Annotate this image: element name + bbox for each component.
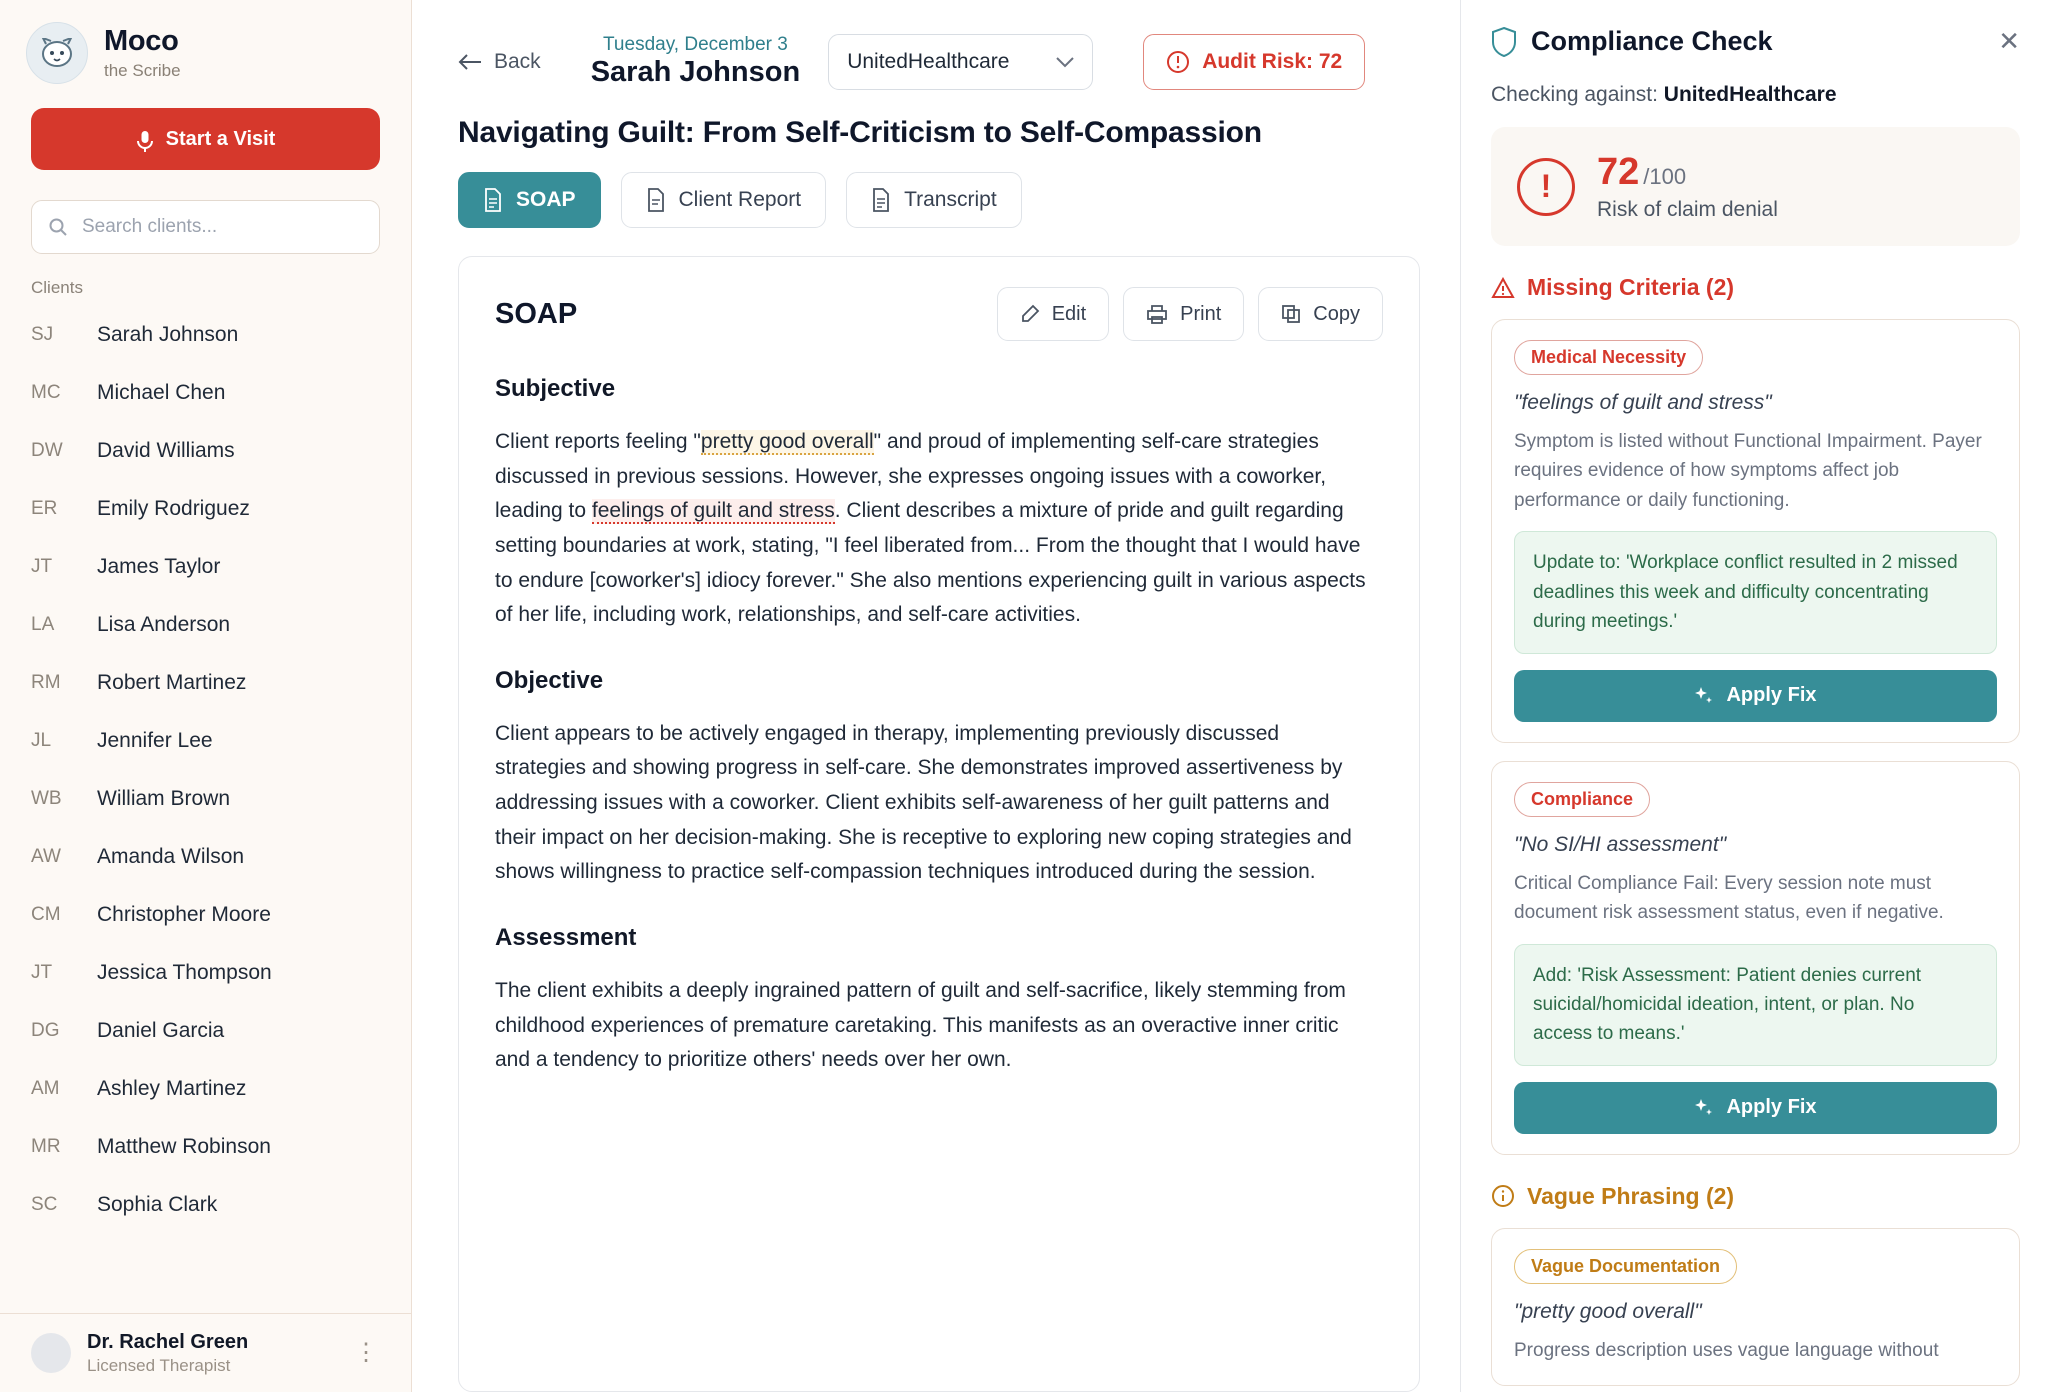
document-header	[412, 0, 1460, 90]
microphone-icon	[136, 130, 154, 148]
issue-description: Progress description uses vague language without	[1514, 1339, 1939, 1361]
session-date: Tuesday, December 3	[603, 34, 788, 56]
apply-fix-button[interactable]	[1514, 1082, 1997, 1134]
subjective-part-2: " and proud of implementing self-care strategies discussed in previous sessions. However, she expresses ongoing issues with a coworker, leading to	[495, 430, 1327, 523]
section-text-subjective	[495, 425, 1375, 633]
print-label: Print	[1180, 302, 1222, 325]
list-item[interactable]	[0, 1176, 411, 1234]
brand	[0, 0, 411, 94]
brand-name: Moco	[104, 24, 179, 57]
main-content	[412, 0, 1460, 1392]
user-role: Licensed Therapist	[87, 1355, 231, 1375]
edit-button[interactable]	[997, 287, 1109, 341]
list-item[interactable]	[0, 1002, 411, 1060]
client-name: James Taylor	[97, 555, 221, 578]
client-name: Amanda Wilson	[97, 845, 245, 868]
list-item[interactable]	[0, 944, 411, 1002]
session-heading	[591, 34, 801, 89]
client-name: Matthew Robinson	[97, 1135, 271, 1158]
list-item[interactable]	[0, 770, 411, 828]
issue-description: Symptom is listed without Functional Impairment. Payer requires evidence of how symptoms affect job performance or daily functioning.	[1514, 431, 1982, 511]
user-footer[interactable]	[0, 1313, 411, 1392]
checking-prefix: Checking against:	[1491, 83, 1664, 106]
shield-icon	[1491, 27, 1517, 57]
arrow-left-icon	[458, 53, 482, 71]
client-name: Jennifer Lee	[97, 729, 213, 752]
missing-criteria-highlight[interactable]: feelings of guilt and stress	[591, 499, 835, 523]
list-item[interactable]	[0, 712, 411, 770]
compliance-check-panel	[1460, 0, 2050, 1392]
user-name: Dr. Rachel Green	[87, 1330, 249, 1353]
client-initials: LA	[31, 614, 55, 635]
tab-client-report-label: Client Report	[678, 188, 802, 211]
client-name: Sarah Johnson	[97, 323, 239, 346]
section-text-objective: Client appears to be actively engaged in therapy, implementing previously discussed strategies and showing progress in self-care. She demonstrates improved assertiveness by addressing issues with a coworker. Client exhibits self-awareness of her guilt patterns and their impact on her decision-making. She is receptive to exploring new coping strategies and shows willingness to practice self-compassion techniques introduced during the session.	[495, 721, 1352, 884]
client-name: Michael Chen	[97, 381, 226, 404]
apply-fix-label: Apply Fix	[1726, 1096, 1817, 1119]
section-heading-assessment: Assessment	[495, 924, 637, 952]
client-initials: JT	[31, 962, 53, 983]
payer-select[interactable]	[828, 34, 1093, 90]
client-initials: MC	[31, 382, 61, 403]
client-name: Lisa Anderson	[97, 613, 231, 636]
group-vague-phrasing	[1491, 1183, 2020, 1210]
search-icon	[48, 217, 68, 237]
client-name: David Williams	[97, 439, 235, 462]
group-missing-criteria-label: Missing Criteria (2)	[1527, 274, 1735, 300]
list-item[interactable]	[0, 654, 411, 712]
status-badge: Compliance	[1514, 782, 1650, 817]
close-icon[interactable]: ✕	[1998, 26, 2020, 56]
print-button[interactable]	[1123, 287, 1244, 341]
note-title: Navigating Guilt: From Self-Criticism to Self-Compassion	[458, 116, 1262, 149]
client-initials: JL	[31, 730, 52, 751]
list-item[interactable]	[0, 1118, 411, 1176]
risk-score-label: Risk of claim denial	[1597, 198, 1778, 221]
search-box[interactable]	[31, 200, 380, 254]
soap-card-title: SOAP	[495, 297, 578, 330]
edit-label: Edit	[1051, 302, 1087, 325]
list-item[interactable]	[0, 886, 411, 944]
document-tabs	[412, 150, 1460, 228]
issue-quote: "feelings of guilt and stress"	[1514, 391, 1772, 414]
status-badge: Medical Necessity	[1514, 340, 1703, 375]
list-item[interactable]	[0, 306, 411, 364]
client-initials: DG	[31, 1020, 60, 1041]
client-initials: JT	[31, 556, 53, 577]
audit-risk-label: Audit Risk: 72	[1202, 50, 1343, 73]
suggested-fix: Add: 'Risk Assessment: Patient denies current suicidal/homicidal ideation, intent, or plan. No access to means.'	[1514, 944, 1997, 1066]
client-initials: ER	[31, 498, 58, 519]
sparkle-icon	[1694, 686, 1714, 706]
issue-card-medical-necessity	[1491, 319, 2020, 743]
client-name: Christopher Moore	[97, 903, 271, 926]
tab-transcript-label: Transcript	[904, 188, 997, 211]
client-name: Sophia Clark	[97, 1193, 218, 1216]
client-list	[0, 306, 411, 1313]
chevron-down-icon	[1056, 57, 1074, 68]
warning-triangle-icon	[1491, 277, 1515, 299]
issue-card-vague-documentation	[1491, 1228, 2020, 1386]
subjective-part-1: Client reports feeling "	[495, 430, 701, 453]
client-name: Emily Rodriguez	[97, 497, 250, 520]
search-input[interactable]	[80, 215, 363, 239]
client-name: Jessica Thompson	[97, 961, 272, 984]
risk-score-card	[1491, 127, 2020, 246]
client-name: William Brown	[97, 787, 231, 810]
issue-description: Critical Compliance Fail: Every session note must document risk assessment status, even if negative.	[1514, 872, 1944, 924]
back-button[interactable]	[452, 49, 547, 75]
group-missing-criteria	[1491, 274, 2020, 301]
page-title: Sarah Johnson	[590, 56, 801, 89]
client-initials: WB	[31, 788, 62, 809]
checking-payer: UnitedHealthcare	[1663, 83, 1837, 106]
clients-section-label: Clients	[31, 278, 83, 297]
list-item[interactable]	[0, 828, 411, 886]
copy-button[interactable]	[1258, 287, 1383, 341]
tab-soap-label: SOAP	[516, 188, 576, 211]
panel-title: Compliance Check	[1531, 26, 1773, 56]
soap-note-card	[458, 256, 1420, 1392]
list-item[interactable]	[0, 364, 411, 422]
client-initials: SC	[31, 1194, 58, 1215]
report-icon	[646, 188, 666, 212]
client-name: Ashley Martinez	[97, 1077, 247, 1100]
alert-circle-icon	[1166, 50, 1190, 74]
document-icon	[483, 188, 503, 212]
kebab-menu-icon[interactable]: ⋮	[354, 1339, 380, 1367]
tab-transcript[interactable]	[846, 172, 1022, 228]
printer-icon	[1146, 304, 1168, 324]
subjective-part-3: . Client describes a mixture of pride and guilt regarding setting boundaries at work, stating, "I feel liberated from... From the thought that I would have to endure [coworker's] idiocy forever." She also mentions experiencing guilt in various aspects of her life, including work, relationships, and self-care activities.	[495, 499, 1366, 627]
brand-tagline: the Scribe	[104, 60, 181, 80]
client-initials: CM	[31, 904, 61, 925]
client-initials: DW	[31, 440, 63, 461]
suggested-fix: Update to: 'Workplace conflict resulted in 2 missed deadlines this week and difficulty concentrating during meetings.'	[1514, 531, 1997, 653]
start-visit-button[interactable]	[31, 108, 380, 170]
issue-quote: "pretty good overall"	[1514, 1299, 1702, 1323]
list-item[interactable]	[0, 596, 411, 654]
tab-client-report[interactable]	[621, 172, 827, 228]
client-name: Robert Martinez	[97, 671, 247, 694]
list-item[interactable]	[0, 1060, 411, 1118]
checking-against	[1491, 83, 2020, 107]
copy-label: Copy	[1313, 302, 1360, 325]
client-initials: RM	[31, 672, 61, 693]
sidebar	[0, 0, 412, 1392]
tab-soap[interactable]	[458, 172, 601, 228]
client-initials: MR	[31, 1136, 61, 1157]
list-item[interactable]	[0, 480, 411, 538]
avatar	[31, 1333, 71, 1373]
client-initials: AM	[31, 1078, 60, 1099]
copy-icon	[1281, 304, 1301, 324]
risk-score-value: 72	[1597, 151, 1640, 193]
apply-fix-button[interactable]	[1514, 670, 1997, 722]
transcript-icon	[871, 188, 891, 212]
issue-quote: "No SI/HI assessment"	[1514, 832, 1727, 856]
client-initials: SJ	[31, 324, 54, 345]
section-heading-objective: Objective	[495, 666, 604, 694]
cat-avatar-icon	[26, 22, 88, 84]
sparkle-icon	[1694, 1098, 1714, 1118]
client-name: Daniel Garcia	[97, 1019, 225, 1042]
list-item[interactable]	[0, 538, 411, 596]
start-visit-label: Start a Visit	[165, 127, 276, 150]
section-heading-subjective: Subjective	[495, 375, 616, 402]
pencil-icon	[1020, 304, 1040, 324]
apply-fix-label: Apply Fix	[1726, 684, 1817, 707]
audit-risk-badge[interactable]	[1143, 34, 1365, 90]
group-vague-phrasing-label: Vague Phrasing (2)	[1527, 1182, 1735, 1209]
payer-selected-value: UnitedHealthcare	[847, 50, 1010, 73]
vague-phrase-highlight[interactable]: pretty good overall	[700, 430, 874, 453]
issue-card-compliance	[1491, 761, 2020, 1155]
info-circle-icon	[1491, 1184, 1515, 1208]
risk-score-denominator: /100	[1643, 164, 1687, 189]
client-initials: AW	[31, 846, 61, 867]
status-badge: Vague Documentation	[1514, 1249, 1737, 1284]
back-label: Back	[494, 50, 541, 73]
list-item[interactable]	[0, 422, 411, 480]
section-text-assessment: The client exhibits a deeply ingrained pattern of guilt and self-sacrifice, likely stemming from childhood experiences of premature caretaking. This manifests as an overactive inner critic and a tendency to prioritize others' needs over her own.	[495, 979, 1346, 1072]
alert-shield-icon: !	[1517, 158, 1575, 216]
